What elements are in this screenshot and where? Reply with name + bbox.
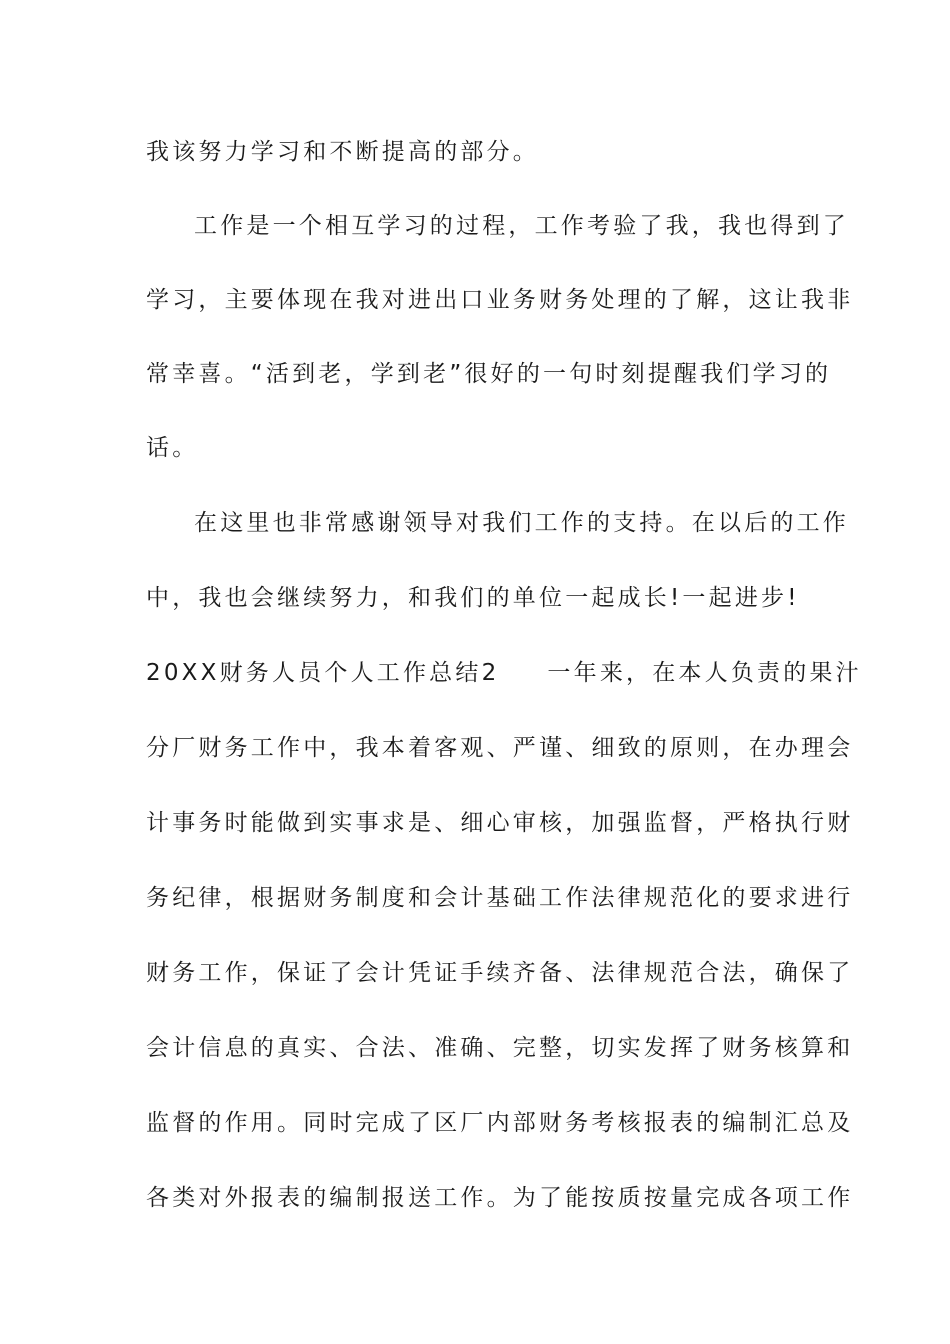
text-line: 分厂财务工作中，我本着客观、严谨、细致的原则，在办理会 (146, 735, 854, 761)
section-heading: 20XX财务人员个人工作总结2 (146, 660, 500, 686)
text-line: 各类对外报表的编制报送工作。为了能按质按量完成各项工作 (146, 1185, 854, 1211)
text-line: 工作是一个相互学习的过程，工作考验了我，我也得到了 (194, 213, 849, 239)
text-line: 计事务时能做到实事求是、细心审核，加强监督，严格执行财 (146, 810, 854, 836)
text-line: 在这里也非常感谢领导对我们工作的支持。在以后的工作 (194, 510, 849, 536)
text-line: 财务工作，保证了会计凭证手续齐备、法律规范合法，确保了 (146, 960, 854, 986)
text-line: 话。 (146, 435, 199, 461)
text-line: 务纪律，根据财务制度和会计基础工作法律规范化的要求进行 (146, 885, 854, 911)
text-line: 会计信息的真实、合法、准确、完整，切实发挥了财务核算和 (146, 1035, 854, 1061)
text-line: 中，我也会继续努力，和我们的单位一起成长!一起进步! (146, 585, 800, 611)
section-heading-line (146, 658, 862, 688)
text-line: 常幸喜。“活到老，学到老”很好的一句时刻提醒我们学习的 (146, 361, 832, 387)
text-line: 我该努力学习和不断提高的部分。 (146, 139, 539, 165)
text-line: 学习，主要体现在我对进出口业务财务处理的了解，这让我非 (146, 287, 854, 313)
text-line: 一年来，在本人负责的果汁 (547, 660, 862, 686)
text-line: 监督的作用。同时完成了区厂内部财务考核报表的编制汇总及 (146, 1110, 854, 1136)
